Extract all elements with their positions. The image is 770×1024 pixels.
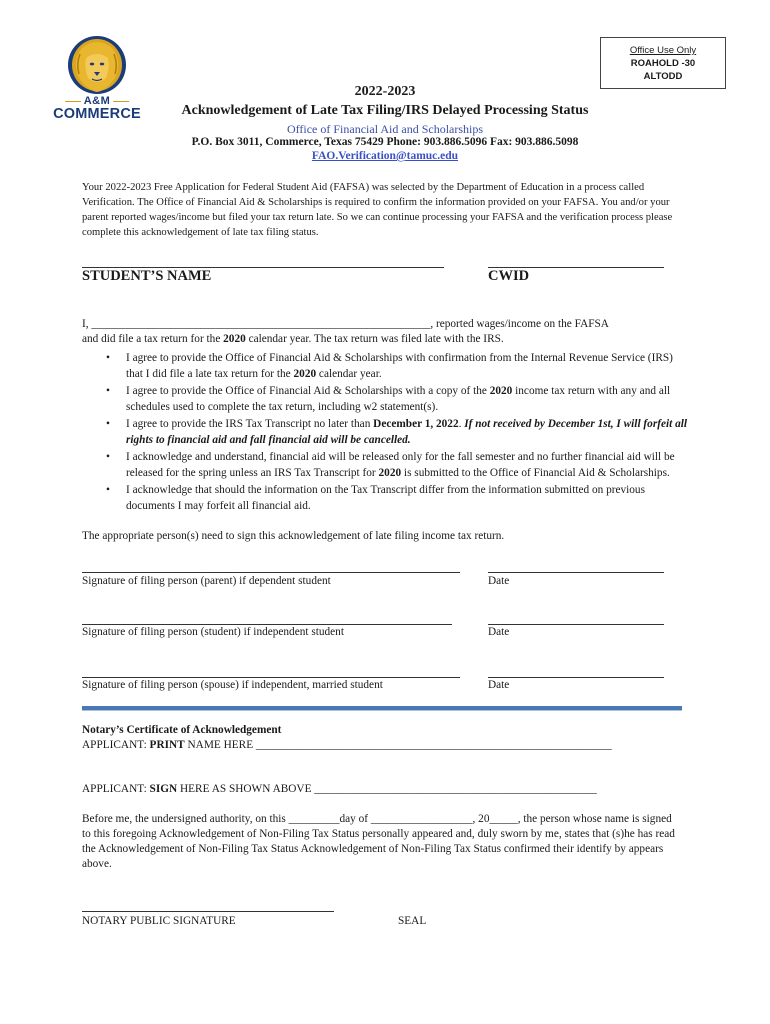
office-email-link[interactable]: FAO.Verification@tamuc.edu [311, 150, 459, 162]
applicant-name-blank[interactable]: ____________________________________________________________ [91, 318, 431, 330]
applicant-print-name-field[interactable]: APPLICANT: PRINT NAME HERE _______________________________________________________________ [82, 739, 612, 751]
form-year: 2022-2023 [354, 84, 416, 99]
logo-commerce-text: COMMERCE [53, 106, 141, 122]
applicant-sign-field[interactable]: APPLICANT: SIGN HERE AS SHOWN ABOVE __________________________________________________ [82, 783, 597, 795]
seal-label: SEAL [398, 915, 427, 927]
list-item: • I agree to provide the Office of Financial Aid & Scholarships with a copy of the 2020 income tax return with any and all schedules used to complete the tax return, including w2 statement(s). [106, 384, 690, 415]
parent-signature-line[interactable] [82, 572, 460, 573]
spouse-date-label: Date [488, 679, 510, 691]
section-divider [82, 706, 682, 711]
parent-date-label: Date [488, 575, 510, 587]
spouse-signature-label: Signature of filing person (spouse) if independent, married student [82, 679, 383, 691]
list-item: • I acknowledge that should the information on the Tax Transcript differ from the information submitted on previous documents I may forfeit all financial aid. [106, 483, 690, 514]
student-signature-line[interactable] [82, 624, 452, 625]
statement-line-2: and did file a tax return for the 2020 calendar year. The tax return was filed late with the IRS. [82, 333, 504, 345]
form-title: Acknowledgement of Late Tax Filing/IRS Delayed Processing Status [181, 103, 589, 118]
office-use-title: Office Use Only [629, 45, 697, 56]
office-use-code-1: ROAHOLD -30 [630, 58, 696, 69]
statement-line-1: I, ____________________________________________________________, reported wages/income on the FAFSA [82, 318, 609, 330]
cwid-label: CWID [488, 268, 530, 284]
notary-title: Notary’s Certificate of Acknowledgement [82, 724, 282, 736]
sign-instruction: The appropriate person(s) need to sign this acknowledgement of late filing income tax return. [82, 530, 505, 542]
spouse-signature-line[interactable] [82, 677, 460, 678]
office-use-box [600, 37, 726, 89]
office-use-code-2: ALTODD [643, 71, 683, 82]
student-name-label: STUDENT’S NAME [82, 268, 212, 284]
list-item: • I acknowledge and understand, financial aid will be released only for the fall semester and no further financial aid will be released for the spring unless an IRS Tax Transcript for 2020 is submitted to the Office of Financial Aid & Scholarships. [106, 450, 690, 481]
notary-signature-label: NOTARY PUBLIC SIGNATURE [82, 915, 236, 927]
logo-am-text: A&M [52, 95, 142, 107]
intro-paragraph: Your 2022-2023 Free Application for Federal Student Aid (FAFSA) was selected by the Department of Education in a process called Verification. The Office of Financial Aid & Scholarships is required to confirm the information provided on your FAFSA. You and/or your parent reported wages/income but filed your tax return late. So we can continue processing your FAFSA and the verification process please complete this acknowledgement of late tax filing status. [82, 182, 673, 238]
student-date-label: Date [488, 626, 510, 638]
spouse-date-line[interactable] [488, 677, 664, 678]
parent-date-line[interactable] [488, 572, 664, 573]
office-name: Office of Financial Aid and Scholarships [286, 122, 484, 136]
notary-signature-line[interactable] [82, 911, 334, 912]
notary-body: Before me, the undersigned authority, on this _________day of __________________, 20_____, the person whose name is signed to this foregoing Acknowledgement of Non-Filing Tax Status personally appeared and, duly sworn by me, states that (s)he has read the Acknowledgement of Non-Filing Tax Status Acknowledgement of Non-Filing Tax Status confirmed their identify by appears above. [82, 813, 675, 870]
parent-signature-label: Signature of filing person (parent) if dependent student [82, 575, 331, 587]
list-item: • I agree to provide the IRS Tax Transcript no later than December 1, 2022. If not received by December 1st, I will forfeit all rights to financial aid and fall financial aid will be cancelled. [106, 417, 690, 448]
student-date-line[interactable] [488, 624, 664, 625]
office-address: P.O. Box 3011, Commerce, Texas 75429 Phone: 903.886.5096 Fax: 903.886.5098 [191, 136, 579, 148]
agreement-list [106, 351, 690, 516]
list-item: • I agree to provide the Office of Financial Aid & Scholarships with confirmation from the Internal Revenue Service (IRS) that I did file a late tax return for the 2020 calendar year. [106, 351, 690, 382]
student-signature-label: Signature of filing person (student) if independent student [82, 626, 344, 638]
